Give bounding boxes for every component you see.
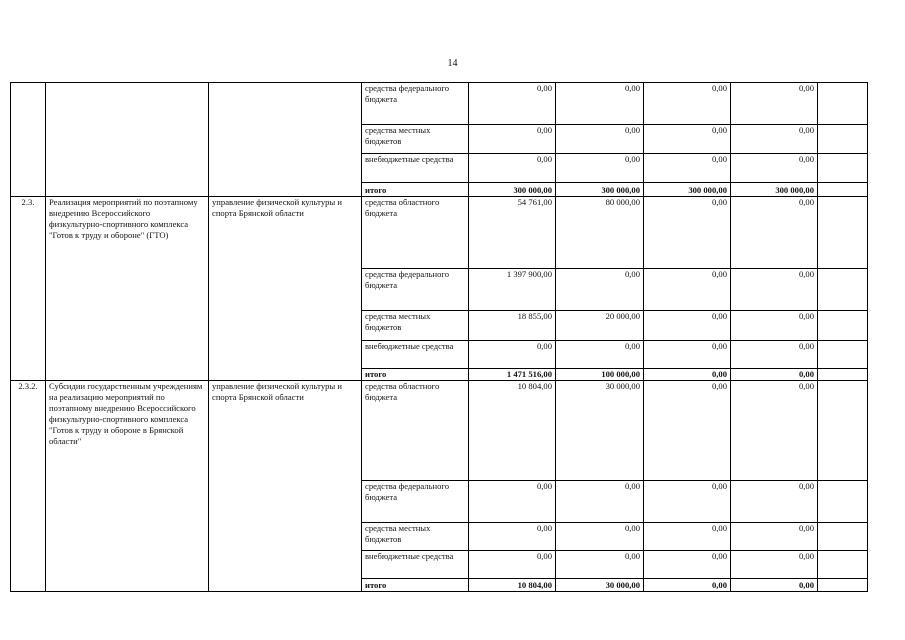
value-cell: 300 000,00 [731, 183, 818, 197]
value-cell: 0,00 [644, 481, 731, 523]
value-cell: 0,00 [556, 551, 644, 579]
value-cell [818, 551, 868, 579]
value-cell: 0,00 [731, 579, 818, 592]
funding-source: средства областного бюджета [362, 381, 469, 481]
funding-source: внебюджетные средства [362, 551, 469, 579]
measure-description: Реализация мероприятий по поэтапному внедрению Всероссийского физкультурно-спортивного комплекса "Готов к труду и обороне" (ГТО) [46, 197, 209, 381]
value-cell: 0,00 [731, 341, 818, 369]
measure-executor: управление физической культуры и спорта Брянской области [209, 381, 362, 592]
value-cell [818, 183, 868, 197]
value-cell [818, 579, 868, 592]
value-cell [818, 481, 868, 523]
value-cell: 300 000,00 [469, 183, 556, 197]
value-cell: 1 471 516,00 [469, 369, 556, 381]
value-cell [818, 197, 868, 269]
value-cell: 0,00 [644, 523, 731, 551]
value-cell: 0,00 [469, 125, 556, 154]
page-number: 14 [447, 58, 458, 69]
value-cell: 0,00 [644, 381, 731, 481]
value-cell: 0,00 [731, 523, 818, 551]
value-cell: 0,00 [731, 154, 818, 183]
value-cell: 0,00 [469, 523, 556, 551]
value-cell: 18 855,00 [469, 311, 556, 341]
value-cell [818, 341, 868, 369]
table-row [11, 83, 868, 125]
value-cell: 0,00 [644, 125, 731, 154]
funding-source: итого [362, 369, 469, 381]
value-cell: 0,00 [644, 551, 731, 579]
value-cell: 0,00 [731, 481, 818, 523]
table-row [11, 381, 868, 481]
measure-executor [209, 83, 362, 197]
value-cell: 30 000,00 [556, 381, 644, 481]
value-cell: 0,00 [731, 83, 818, 125]
value-cell: 80 000,00 [556, 197, 644, 269]
value-cell: 0,00 [469, 83, 556, 125]
value-cell: 0,00 [469, 154, 556, 183]
value-cell: 0,00 [644, 341, 731, 369]
measure-executor: управление физической культуры и спорта Брянской области [209, 197, 362, 381]
value-cell [818, 154, 868, 183]
value-cell: 20 000,00 [556, 311, 644, 341]
value-cell: 0,00 [469, 341, 556, 369]
funding-source: итого [362, 183, 469, 197]
value-cell: 0,00 [731, 551, 818, 579]
value-cell: 0,00 [731, 369, 818, 381]
value-cell [818, 523, 868, 551]
value-cell [818, 269, 868, 311]
measure-number [11, 83, 46, 197]
value-cell: 100 000,00 [556, 369, 644, 381]
measure-description: Субсидии государственным учреждениям на реализацию мероприятий по поэтапному внедрению Всероссийского физкультурно-спортивного комплекса "Готов к труду и обороне в Брянской области" [46, 381, 209, 592]
value-cell: 1 397 900,00 [469, 269, 556, 311]
value-cell: 30 000,00 [556, 579, 644, 592]
value-cell: 0,00 [556, 83, 644, 125]
value-cell: 0,00 [731, 197, 818, 269]
value-cell: 0,00 [644, 579, 731, 592]
value-cell: 0,00 [644, 197, 731, 269]
measure-number: 2.3.2. [11, 381, 46, 592]
funding-source: средства местных бюджетов [362, 311, 469, 341]
value-cell: 0,00 [644, 269, 731, 311]
value-cell: 300 000,00 [556, 183, 644, 197]
value-cell: 0,00 [469, 481, 556, 523]
value-cell: 10 804,00 [469, 381, 556, 481]
value-cell: 0,00 [556, 125, 644, 154]
budget-table [10, 82, 868, 592]
value-cell: 10 804,00 [469, 579, 556, 592]
funding-source: внебюджетные средства [362, 154, 469, 183]
value-cell: 0,00 [644, 83, 731, 125]
funding-source: средства местных бюджетов [362, 125, 469, 154]
value-cell: 0,00 [644, 311, 731, 341]
value-cell: 0,00 [556, 269, 644, 311]
value-cell: 0,00 [556, 523, 644, 551]
value-cell: 0,00 [644, 369, 731, 381]
funding-source: итого [362, 579, 469, 592]
value-cell: 300 000,00 [644, 183, 731, 197]
value-cell: 0,00 [556, 481, 644, 523]
funding-source: средства областного бюджета [362, 197, 469, 269]
value-cell [818, 311, 868, 341]
funding-source: средства федерального бюджета [362, 269, 469, 311]
value-cell: 0,00 [731, 125, 818, 154]
table-row [11, 197, 868, 269]
value-cell: 0,00 [731, 269, 818, 311]
measure-description [46, 83, 209, 197]
value-cell: 0,00 [644, 154, 731, 183]
value-cell [818, 381, 868, 481]
measure-number: 2.3. [11, 197, 46, 381]
value-cell: 54 761,00 [469, 197, 556, 269]
value-cell [818, 125, 868, 154]
funding-source: средства федерального бюджета [362, 83, 469, 125]
funding-source: средства федерального бюджета [362, 481, 469, 523]
funding-source: внебюджетные средства [362, 341, 469, 369]
value-cell: 0,00 [731, 381, 818, 481]
value-cell [818, 369, 868, 381]
value-cell: 0,00 [731, 311, 818, 341]
value-cell: 0,00 [556, 341, 644, 369]
value-cell [818, 83, 868, 125]
value-cell: 0,00 [556, 154, 644, 183]
value-cell: 0,00 [469, 551, 556, 579]
funding-source: средства местных бюджетов [362, 523, 469, 551]
